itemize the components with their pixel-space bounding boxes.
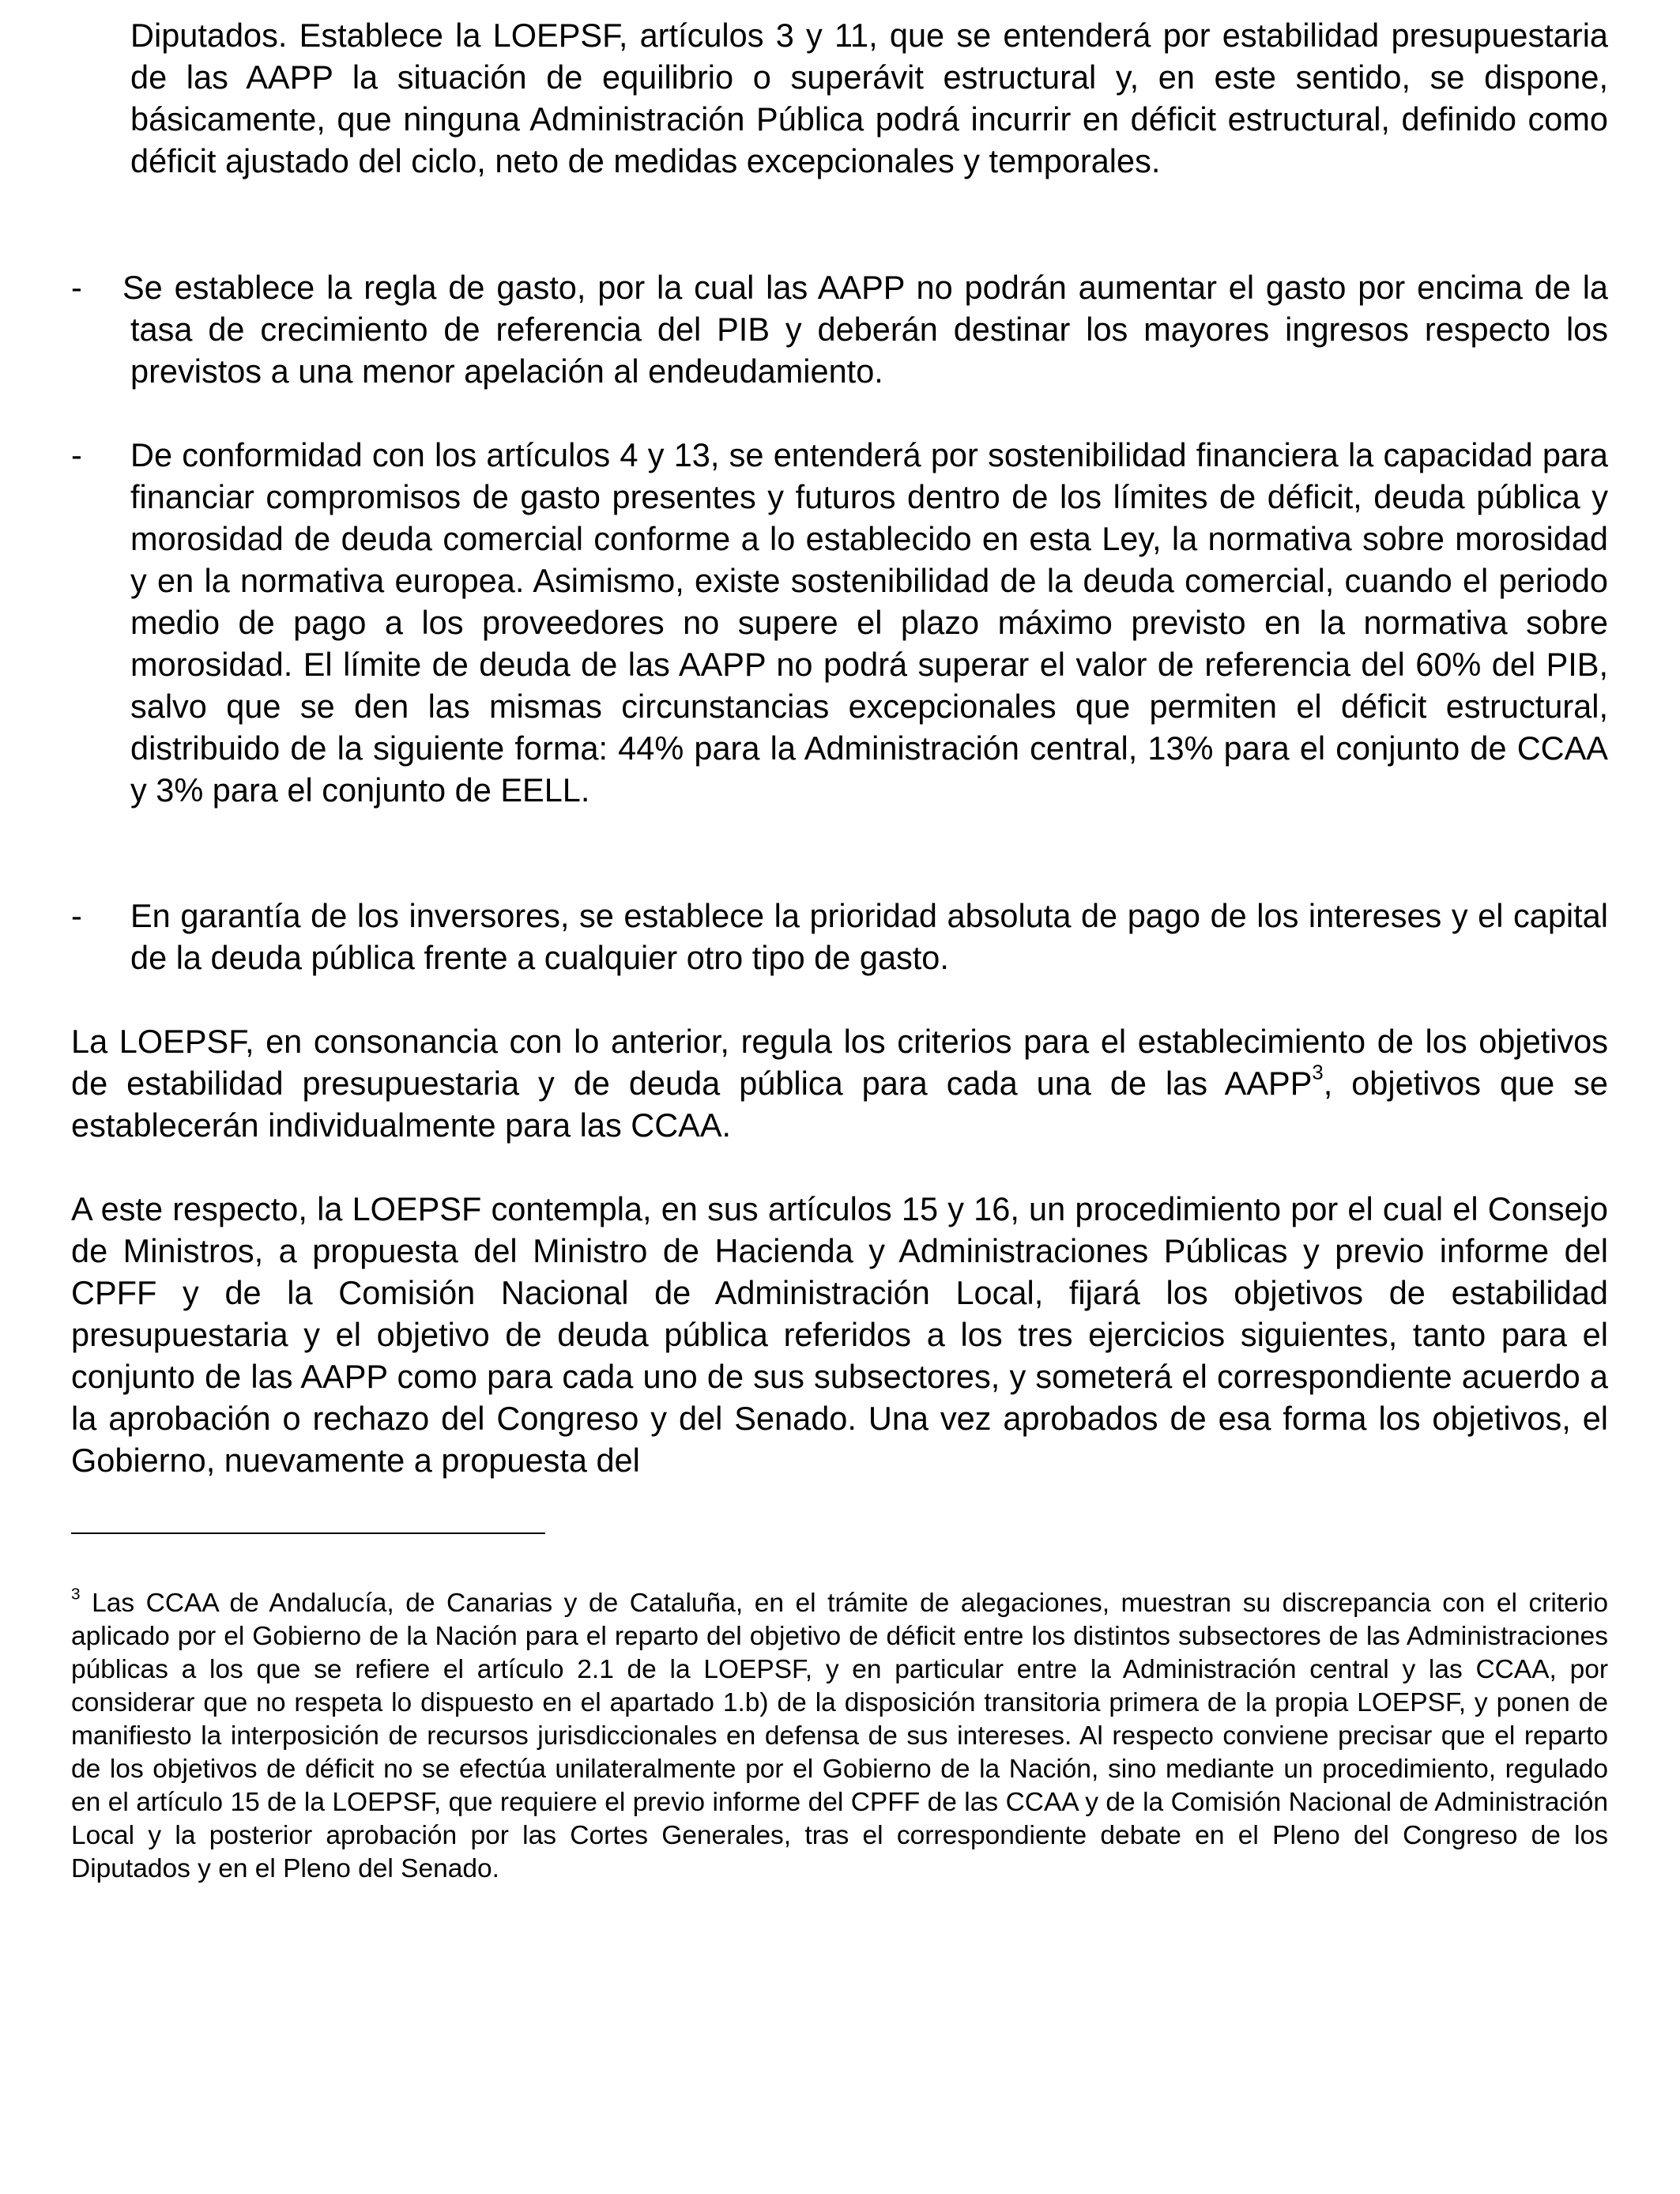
list-item xyxy=(71,266,1608,392)
footnote xyxy=(71,1587,1608,1886)
list-item xyxy=(71,434,1608,811)
list-marker: - xyxy=(71,269,82,306)
footnote-number: 3 xyxy=(71,1585,81,1604)
list-item-text: En garantía de los inversores, se establece la prioridad absoluta de pago de los intereses y el capital de la deuda pública frente a cualquier otro tipo de gasto. xyxy=(130,897,1608,976)
paragraph-objectives: La LOEPSF, en consonancia con lo anterior, regula los criterios para el establecimiento de los objetivos de estabilidad presupuestaria y de deuda pública para cada una de las AAPP$^3$, objetivos que se establecerán individualmente para las CCAA. xyxy=(71,1023,1609,1144)
list-marker: - xyxy=(71,436,82,473)
footnote-reference: 3 xyxy=(1312,1061,1324,1084)
list-item xyxy=(71,895,1608,978)
list-item-text: Se establece la regla de gasto, por la cual las AAPP no podrán aumentar el gasto por encima de la tasa de crecimiento de referencia del PIB y deberán destinar los mayores ingresos respecto los previstos a una menor apelación al endeudamiento. xyxy=(122,269,1608,390)
footnote-separator xyxy=(71,1532,545,1534)
paragraph-continuation: Diputados. Establece la LOEPSF, artículos 3 y 11, que se entenderá por estabilidad presupuestaria de las AAPP la situación de equilibrio o superávit estructural y, en este sentido, se dispone, básicamente, que ninguna Administración Pública podrá incurrir en déficit estructural, definido como déficit ajustado del ciclo, neto de medidas excepcionales y temporales. xyxy=(130,17,1608,179)
list-marker: - xyxy=(71,897,82,934)
list-item-text: De conformidad con los artículos 4 y 13, se entenderá por sostenibilidad financiera la capacidad para financiar compromisos de gasto presentes y futuros dentro de los límites de déficit, deuda pública y morosidad de deuda comercial conforme a lo establecido en esta Ley, la normativa sobre morosidad y en la normativa europea. Asimismo, existe sostenibilidad de la deuda comercial, cuando el periodo medio de pago a los proveedores no supere el plazo máximo previsto en la normativa sobre morosidad. El límite de deuda de las AAPP no podrá superar el valor de referencia del 60% del PIB, salvo que se den las mismas circunstancias excepcionales que permiten el déficit estructural, distribuido de la siguiente forma: 44% para la Administración central, 13% para el conjunto de CCAA y 3% para el conjunto de EELL. xyxy=(130,436,1608,809)
footnote-text: Las CCAA de Andalucía, de Canarias y de Cataluña, en el trámite de alegaciones, muestran su discrepancia con el criterio aplicado por el Gobierno de la Nación para el reparto del objetivo de déficit entre los distintos subsectores de las Administraciones públicas a los que se refiere el artículo 2.1 de la LOEPSF, y en particular entre la Administración central y las CCAA, por considerar que no respeta lo dispuesto en el apartado 1.b) de la disposición transitoria primera de la propia LOEPSF, y ponen de manifiesto la interposición de recursos jurisdiccionales en defensa de sus intereses. Al respecto conviene precisar que el reparto de los objetivos de déficit no se efectúa unilateralmente por el Gobierno de la Nación, sino mediante un procedimiento, regulado en el artículo 15 de la LOEPSF, que requiere el previo informe del CPFF de las CCAA y de la Comisión Nacional de Administración Local y la posterior aprobación por las Cortes Generales, tras el correspondiente debate en el Pleno del Congreso de los Diputados y en el Pleno del Senado. xyxy=(71,1589,1608,1883)
paragraph-procedure: A este respecto, la LOEPSF contempla, en sus artículos 15 y 16, un procedimiento por el cual el Consejo de Ministros, a propuesta del Ministro de Hacienda y Administraciones Públicas y previo informe del CPFF y de la Comisión Nacional de Administración Local, fijará los objetivos de estabilidad presupuestaria y el objetivo de deuda pública referidos a los tres ejercicios siguientes, tanto para el conjunto de las AAPP como para cada uno de sus subsectores, y someterá el correspondiente acuerdo a la aprobación o rechazo del Congreso y del Senado. Una vez aprobados de esa forma los objetivos, el Gobierno, nuevamente a propuesta del xyxy=(71,1190,1608,1479)
